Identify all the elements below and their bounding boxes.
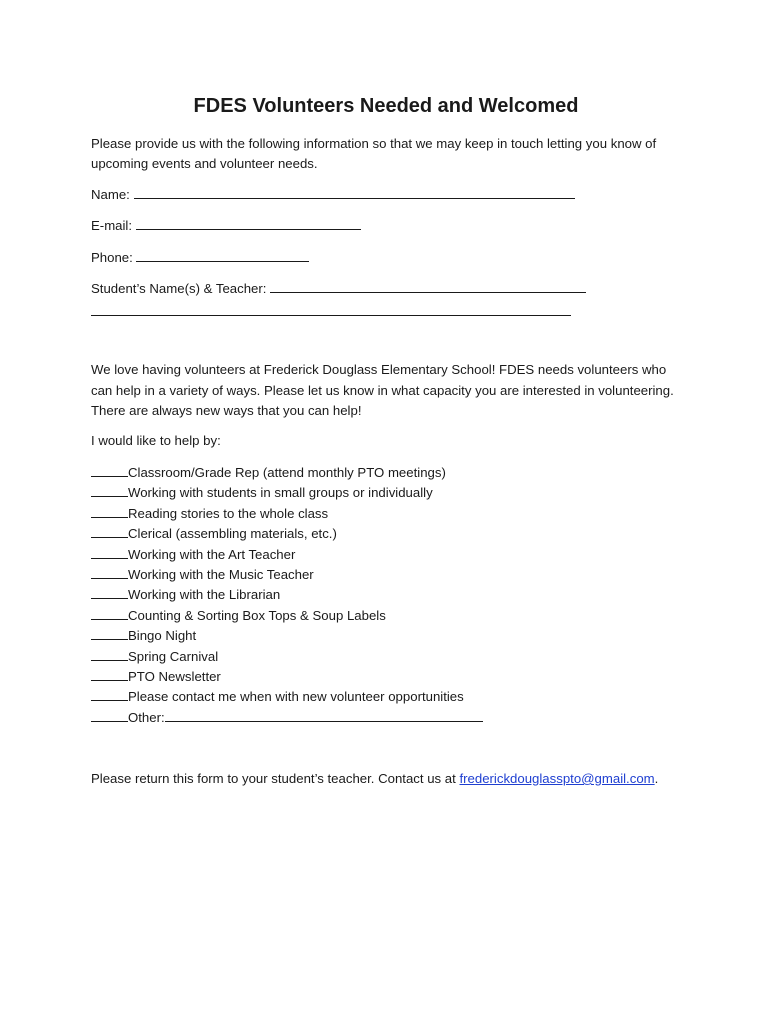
list-item [91, 625, 483, 645]
volunteer-options-list [91, 462, 483, 727]
option-blank[interactable] [91, 686, 128, 701]
list-item [91, 564, 483, 584]
students-field [91, 278, 586, 299]
option-label: PTO Newsletter [128, 668, 221, 684]
list-item [91, 646, 483, 666]
phone-line[interactable] [136, 247, 309, 262]
option-blank[interactable] [91, 544, 128, 559]
students-extra-line[interactable] [91, 301, 571, 316]
name-label: Name: [91, 187, 130, 202]
option-blank[interactable] [91, 625, 128, 640]
option-label: Working with the Music Teacher [128, 566, 314, 582]
option-label: Reading stories to the whole class [128, 505, 329, 521]
option-label: Spring Carnival [128, 648, 219, 664]
option-blank[interactable] [91, 564, 128, 579]
name-field [91, 184, 575, 205]
name-line[interactable] [134, 184, 575, 199]
option-blank[interactable] [91, 605, 128, 620]
contact-email-link[interactable]: frederickdouglasspto@gmail.com [459, 771, 655, 786]
option-blank[interactable] [91, 707, 128, 722]
list-item [91, 482, 483, 502]
list-item [91, 686, 483, 706]
option-blank[interactable] [91, 462, 128, 477]
option-label: Please contact me when with new volunteer opportunities [128, 689, 464, 705]
option-label: Bingo Night [128, 628, 197, 644]
option-blank[interactable] [91, 666, 128, 681]
list-item [91, 462, 483, 482]
list-item [91, 605, 483, 625]
footer-text [91, 769, 658, 789]
option-label: Working with students in small groups or individually [128, 485, 433, 501]
footer-period: . [654, 771, 659, 786]
email-label: E-mail: [91, 218, 133, 233]
volunteer-paragraph: We love having volunteers at Frederick Douglass Elementary School! FDES needs volunteers who can help in a variety of ways. Please let us know in what capacity you are interested in volunteering. There are always new ways that you can help! [91, 362, 674, 418]
intro-text: Please provide us with the following information so that we may keep in touch letting you know of upcoming events and volunteer needs. [91, 136, 657, 171]
option-blank[interactable] [91, 523, 128, 538]
phone-label: Phone: [91, 250, 133, 265]
footer-instructions: Please return this form to your student’s teacher. Contact us at [91, 771, 460, 786]
students-label: Student’s Name(s) & Teacher: [91, 281, 267, 296]
other-line[interactable] [165, 707, 483, 722]
option-blank[interactable] [91, 584, 128, 599]
option-label: Working with the Art Teacher [128, 546, 296, 562]
phone-field [91, 247, 309, 268]
option-blank[interactable] [91, 503, 128, 518]
list-item [91, 503, 483, 523]
option-label: Clerical (assembling materials, etc.) [128, 526, 337, 542]
option-label: Counting & Sorting Box Tops & Soup Labels [128, 607, 386, 623]
email-line[interactable] [136, 215, 361, 230]
list-item [91, 584, 483, 604]
help-by-label: I would like to help by: [91, 433, 221, 448]
list-item [91, 666, 483, 686]
option-blank[interactable] [91, 646, 128, 661]
students-line[interactable] [270, 278, 586, 293]
list-item [91, 707, 483, 727]
option-blank[interactable] [91, 482, 128, 497]
option-label: Working with the Librarian [128, 587, 281, 603]
option-label: Classroom/Grade Rep (attend monthly PTO meetings) [128, 465, 446, 480]
option-label: Other: [128, 709, 165, 725]
page-title: FDES Volunteers Needed and Welcomed [193, 95, 579, 117]
email-field [91, 215, 361, 236]
list-item [91, 544, 483, 564]
list-item [91, 523, 483, 543]
